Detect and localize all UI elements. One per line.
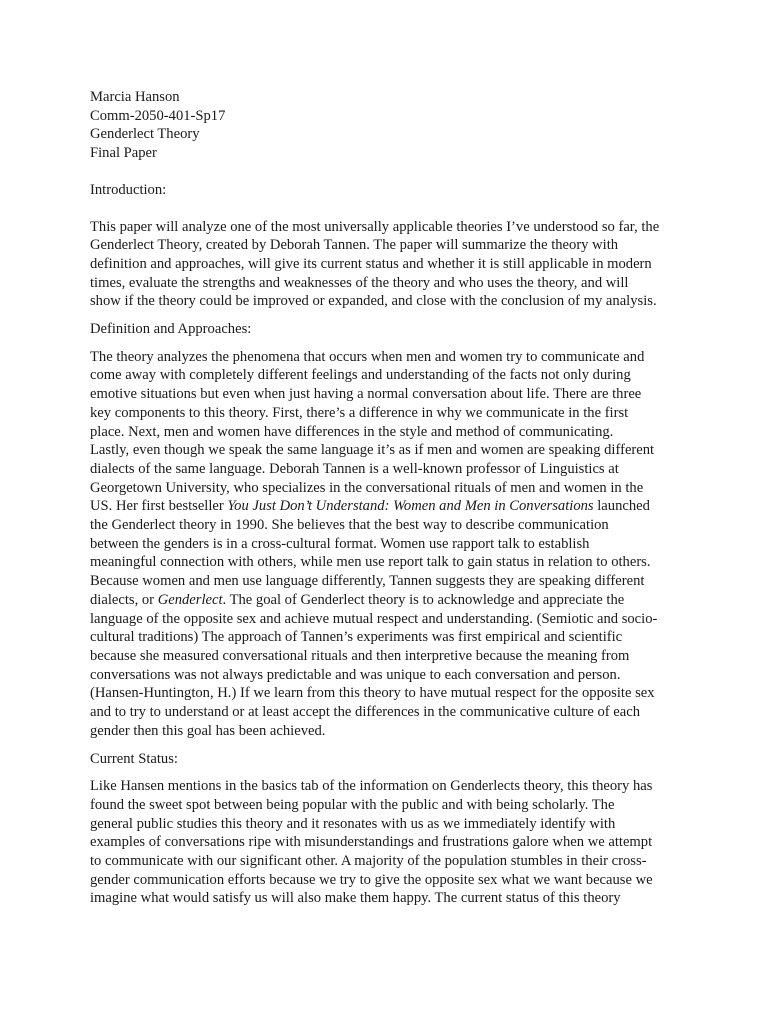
text-line: language of the opposite sex and achieve mutual respect and understanding. (Semiotic and socio- <box>90 610 658 627</box>
text-line: definition and approaches, will give its current status and whether it is still applicable in modern <box>90 255 652 272</box>
book-title: You Just Don’t Understand: Women and Men in Conversations <box>227 498 594 515</box>
text-line: examples of conversations ripe with misunderstandings and frustrations galore when we attempt <box>90 834 653 851</box>
text-line: to communicate with our significant other. A majority of the population stumbles in their cross- <box>90 853 647 870</box>
introduction-heading: Introduction: <box>90 181 167 198</box>
text-line <box>90 591 690 610</box>
text-line: come away with completely different feelings and understanding of the facts not only during <box>90 367 631 384</box>
text-line: place. Next, men and women have differences in the style and method of communicating. <box>90 423 614 440</box>
text-line: gender communication efforts because we try to give the opposite sex what we want because we <box>90 871 653 888</box>
line-text: launched <box>593 498 650 515</box>
current-status-heading: Current Status: <box>90 750 178 767</box>
line-text: . The goal of Genderlect theory is to acknowledge and appreciate the <box>222 591 625 608</box>
text-line: the Genderlect theory in 1990. She believes that the best way to describe communication <box>90 517 609 534</box>
text-line: Genderlect Theory, created by Deborah Tannen. The paper will summarize the theory with <box>90 237 619 254</box>
current-status-paragraph <box>90 777 690 908</box>
text-line: dialects of the same language. Deborah Tannen is a well-known professor of Linguistics at <box>90 460 619 477</box>
text-line: imagine what would satisfy us will also make them happy. The current status of this theory <box>90 890 621 907</box>
text-line: between the genders is in a cross-cultural format. Women use rapport talk to establish <box>90 535 590 552</box>
text-line: found the sweet spot between being popular with the public and with being scholarly. The <box>90 796 615 813</box>
text-line: This paper will analyze one of the most universally applicable theories I’ve understood so far, the <box>90 218 660 235</box>
introduction-paragraph <box>90 218 690 312</box>
text-line: times, evaluate the strengths and weaknesses of the theory and who uses the theory, and will <box>90 274 629 291</box>
genderlect-term: Genderlect <box>157 591 223 608</box>
text-line: emotive situations but even when just having a normal conversation about life. There are three <box>90 386 642 403</box>
text-line: because she measured conversational rituals and then interpretive because the meaning from <box>90 647 630 664</box>
document-body <box>90 88 690 908</box>
definition-heading: Definition and Approaches: <box>90 321 252 338</box>
text-line: gender then this goal has been achieved. <box>90 722 326 739</box>
text-line <box>90 497 690 516</box>
text-line: cultural traditions) The approach of Tannen’s experiments was first empirical and scientific <box>90 629 623 646</box>
text-line: Because women and men use language differently, Tannen suggests they are speaking different <box>90 573 645 590</box>
line-text: US. Her first bestseller <box>90 498 228 515</box>
course-code: Comm-2050-401-Sp17 <box>90 107 226 124</box>
paper-header <box>90 88 690 163</box>
text-line: and to try to understand or at least accept the differences in the communicative culture of each <box>90 704 641 721</box>
text-line: key components to this theory. First, there’s a difference in why we communicate in the first <box>90 404 629 421</box>
text-line: (Hansen-Huntington, H.) If we learn from this theory to have mutual respect for the opposite sex <box>90 685 655 702</box>
text-line: meaningful connection with others, while men use report talk to gain status in relation to others. <box>90 554 651 571</box>
text-line: conversations was not always predictable and was unique to each conversation and person. <box>90 666 621 683</box>
text-line: show if the theory could be improved or expanded, and close with the conclusion of my analysis. <box>90 293 657 310</box>
paper-type: Final Paper <box>90 145 157 162</box>
text-line: Like Hansen mentions in the basics tab of the information on Genderlects theory, this theory has <box>90 778 653 795</box>
text-line: Georgetown University, who specializes in the conversational rituals of men and women in the <box>90 479 644 496</box>
line-text: dialects, or <box>90 591 158 608</box>
paper-topic: Genderlect Theory <box>90 126 200 143</box>
text-line: general public studies this theory and it resonates with us as we immediately identify with <box>90 815 616 832</box>
text-line: The theory analyzes the phenomena that occurs when men and women try to communicate and <box>90 348 645 365</box>
author-name: Marcia Hanson <box>90 89 180 105</box>
text-line: Lastly, even though we speak the same language it’s as if men and women are speaking different <box>90 442 655 459</box>
definition-paragraph <box>90 348 690 741</box>
